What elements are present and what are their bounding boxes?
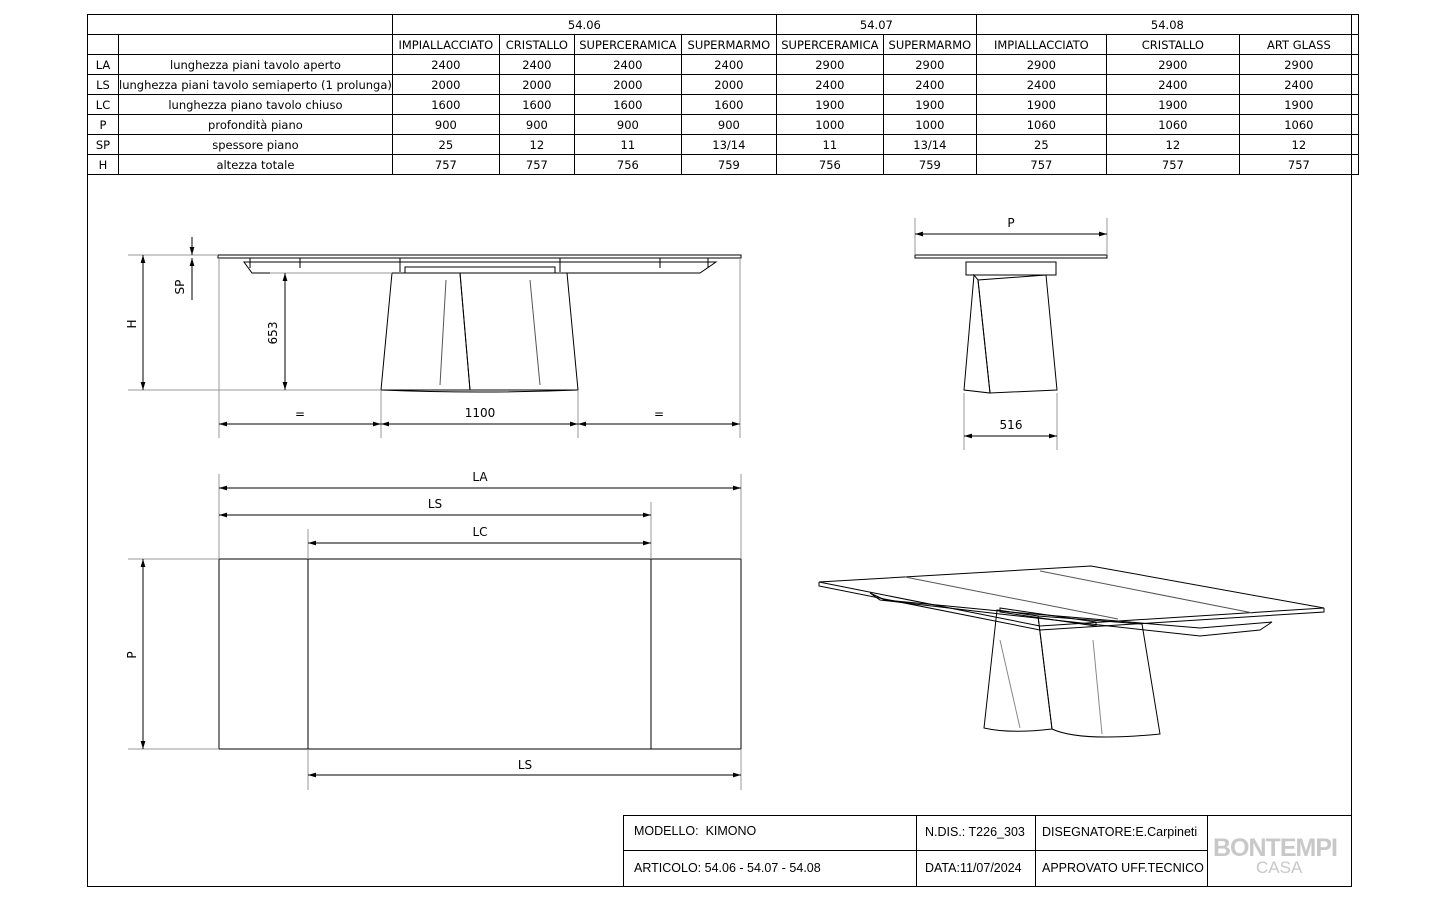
row-value: 12: [1239, 135, 1358, 155]
label-653: 653: [266, 321, 280, 345]
row-value: 13/14: [681, 135, 776, 155]
label-p-plan: P: [125, 651, 139, 659]
label-lc: LC: [472, 525, 488, 539]
persp-frame: [870, 593, 1272, 636]
row-value: 1900: [883, 95, 976, 115]
row-value: 2400: [883, 75, 976, 95]
label-eq-right: =: [653, 407, 665, 421]
column-header: IMPIALLACCIATO: [392, 35, 499, 55]
row-value: 2400: [1239, 75, 1358, 95]
tb-divider: [916, 816, 917, 887]
row-code: H: [88, 155, 119, 175]
row-value: 2400: [1106, 75, 1239, 95]
approvato-field: APPROVATO UFF.TECNICO: [1042, 861, 1204, 875]
row-value: 2400: [681, 55, 776, 75]
tb-divider: [624, 850, 1208, 851]
row-value: 757: [976, 155, 1106, 175]
articolo-field: [634, 861, 821, 875]
tb-divider: [1035, 816, 1036, 887]
row-code: LC: [88, 95, 119, 115]
label-la: LA: [472, 470, 488, 484]
persp-leg-right: [1038, 616, 1160, 737]
row-value: 1060: [1106, 115, 1239, 135]
front-view: [218, 255, 741, 392]
row-value: 2900: [776, 55, 883, 75]
row-label: lunghezza piani tavolo aperto: [119, 55, 393, 75]
row-label: profondità piano: [119, 115, 393, 135]
row-value: 2400: [392, 55, 499, 75]
row-value: 1600: [392, 95, 499, 115]
persp-joint-right: [1040, 571, 1253, 613]
row-value: 12: [1106, 135, 1239, 155]
side-table-top: [915, 255, 1107, 258]
front-mechanism: [250, 258, 708, 272]
group-header: 54.07: [776, 15, 976, 35]
row-value: 12: [499, 135, 574, 155]
row-value: 2400: [776, 75, 883, 95]
casa-logo: CASA: [1256, 858, 1303, 877]
row-label: spessore piano: [119, 135, 393, 155]
column-header: SUPERCERAMICA: [776, 35, 883, 55]
persp-leg-left: [984, 610, 1052, 731]
articolo-value: 54.06 - 54.07 - 54.08: [704, 861, 821, 875]
column-header: CRISTALLO: [1106, 35, 1239, 55]
row-value: 25: [392, 135, 499, 155]
row-value: 759: [681, 155, 776, 175]
label-p-side: P: [1007, 216, 1015, 230]
plan-outline: [219, 559, 741, 749]
articolo-label: ARTICOLO:: [634, 861, 702, 875]
ndis-field: [925, 825, 1025, 839]
row-value: 11: [776, 135, 883, 155]
row-value: 2900: [1106, 55, 1239, 75]
disegnatore-field: [1042, 825, 1197, 839]
plan-view: [128, 474, 741, 790]
row-label: altezza totale: [119, 155, 393, 175]
modello-field: [634, 824, 756, 838]
row-value: 900: [392, 115, 499, 135]
row-value: 900: [574, 115, 681, 135]
row-code: SP: [88, 135, 119, 155]
row-value: 757: [392, 155, 499, 175]
front-rail: [405, 267, 555, 273]
modello-label: MODELLO:: [634, 824, 699, 838]
persp-leg-crease: [1000, 640, 1020, 728]
front-leg-right: [460, 273, 578, 390]
column-header: SUPERMARMO: [681, 35, 776, 55]
data-label: DATA:: [925, 861, 960, 875]
row-value: 1600: [681, 95, 776, 115]
side-leg-front: [964, 275, 990, 393]
row-value: 756: [776, 155, 883, 175]
row-value: 2900: [883, 55, 976, 75]
row-value: 2400: [574, 55, 681, 75]
side-leg-back: [978, 275, 1057, 393]
row-value: 2900: [976, 55, 1106, 75]
row-value: 900: [499, 115, 574, 135]
row-label: lunghezza piano tavolo chiuso: [119, 95, 393, 115]
column-header: SUPERMARMO: [883, 35, 976, 55]
bontempi-logo: BONTEMPI: [1213, 834, 1337, 862]
row-value: 13/14: [883, 135, 976, 155]
column-header: IMPIALLACCIATO: [976, 35, 1106, 55]
row-code: P: [88, 115, 119, 135]
row-value: 11: [574, 135, 681, 155]
row-value: 1900: [776, 95, 883, 115]
front-leg-creases: [440, 280, 540, 385]
tb-divider: [1207, 816, 1208, 887]
row-value: 2000: [499, 75, 574, 95]
row-value: 25: [976, 135, 1106, 155]
row-value: 756: [574, 155, 681, 175]
row-value: 1600: [499, 95, 574, 115]
side-view: [915, 218, 1107, 450]
row-value: 759: [883, 155, 976, 175]
row-value: 2000: [681, 75, 776, 95]
row-code: LA: [88, 55, 119, 75]
label-sp: SP: [173, 279, 187, 295]
dimension-labels: [125, 216, 1022, 772]
row-value: 1060: [1239, 115, 1358, 135]
row-code: LS: [88, 75, 119, 95]
column-header: ART GLASS: [1239, 35, 1358, 55]
row-value: 757: [1106, 155, 1239, 175]
disegnatore-label: DISEGNATORE:: [1042, 825, 1136, 839]
disegnatore-value: E.Carpineti: [1135, 825, 1198, 839]
side-frame: [966, 262, 1056, 275]
label-h: H: [125, 319, 139, 329]
label-516: 516: [999, 418, 1023, 432]
row-value: 757: [499, 155, 574, 175]
row-value: 757: [1239, 155, 1358, 175]
column-header: SUPERCERAMICA: [574, 35, 681, 55]
label-eq-left: =: [294, 407, 306, 421]
row-value: 1900: [976, 95, 1106, 115]
data-field: [925, 861, 1022, 875]
front-leg-left: [381, 273, 470, 390]
column-header: CRISTALLO: [499, 35, 574, 55]
label-ls-top: LS: [427, 497, 443, 511]
label-ls-bottom: LS: [517, 758, 533, 772]
row-value: 1060: [976, 115, 1106, 135]
label-1100: 1100: [464, 406, 496, 420]
group-header: 54.08: [976, 15, 1358, 35]
row-value: 1000: [776, 115, 883, 135]
modello-value: KIMONO: [705, 824, 757, 838]
row-value: 2000: [574, 75, 681, 95]
row-value: 2000: [392, 75, 499, 95]
ndis-value: T226_303: [968, 825, 1025, 839]
row-value: 2400: [976, 75, 1106, 95]
row-value: 1900: [1106, 95, 1239, 115]
row-value: 1900: [1239, 95, 1358, 115]
row-value: 2400: [499, 55, 574, 75]
persp-leg-crease: [1093, 640, 1102, 734]
row-value: 900: [681, 115, 776, 135]
ndis-label: N.DIS.:: [925, 825, 966, 839]
persp-joint-left: [905, 577, 1118, 619]
perspective-view: [819, 566, 1324, 737]
row-label: lunghezza piani tavolo semiaperto (1 prolunga): [119, 75, 393, 95]
row-value: 2900: [1239, 55, 1358, 75]
group-header: 54.06: [392, 15, 776, 35]
row-value: 1000: [883, 115, 976, 135]
row-value: 1600: [574, 95, 681, 115]
front-table-top: [218, 255, 741, 258]
data-value: 11/07/2024: [959, 861, 1022, 875]
